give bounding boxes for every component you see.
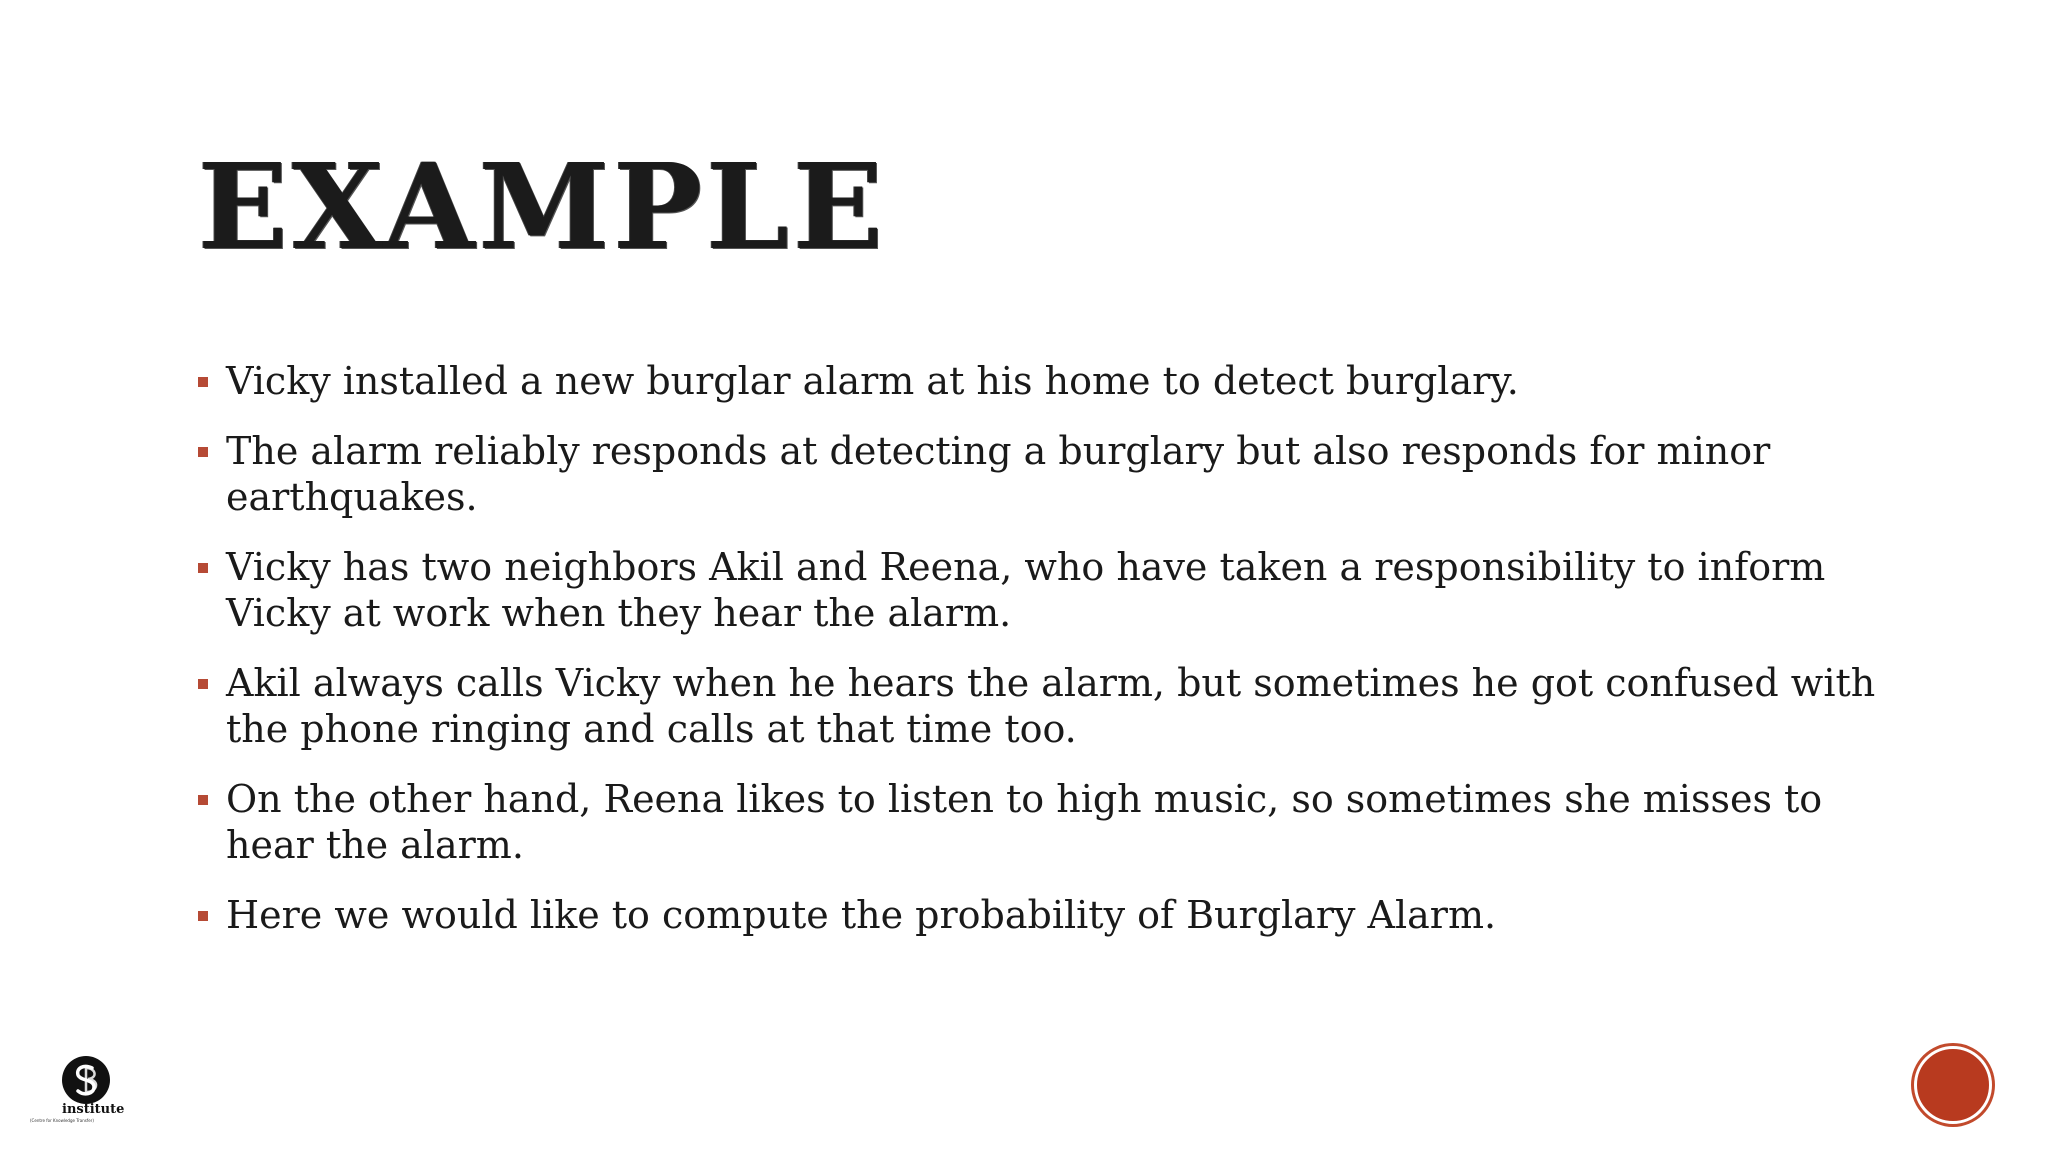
- bullet-square-icon: [198, 563, 208, 573]
- bullet-list: [196, 358, 1886, 962]
- next-slide-button[interactable]: [1914, 1046, 1992, 1124]
- bullet-item: [196, 660, 1886, 752]
- bullet-text: Akil always calls Vicky when he hears the alarm, but sometimes he got confused with the phone ringing and calls at that time too.: [226, 661, 1876, 751]
- bullet-item: [196, 544, 1886, 636]
- bullet-text: Vicky has two neighbors Akil and Reena, who have taken a responsibility to inform Vicky at work when they hear the alarm.: [226, 545, 1826, 635]
- institute-logo: [28, 1052, 148, 1127]
- bullet-item: [196, 776, 1886, 868]
- bullet-square-icon: [198, 795, 208, 805]
- bullet-square-icon: [198, 447, 208, 457]
- bullet-item: [196, 428, 1886, 520]
- sb-logo-icon: [62, 1056, 110, 1104]
- bullet-text: On the other hand, Reena likes to listen to high music, so sometimes she misses to hear the alarm.: [226, 777, 1823, 867]
- bullet-text: Vicky installed a new burglar alarm at his home to detect burglary.: [226, 359, 1519, 403]
- bullet-square-icon: [198, 911, 208, 921]
- bullet-item: [196, 892, 1886, 938]
- bullet-square-icon: [198, 679, 208, 689]
- bullet-item: [196, 358, 1886, 404]
- logo-text: institute: [62, 1102, 125, 1117]
- bullet-text: Here we would like to compute the probability of Burglary Alarm.: [226, 893, 1497, 937]
- slide-title: EXAMPLE: [198, 137, 888, 276]
- logo-subtext: (Centre for Knowledge Transfer): [30, 1118, 94, 1123]
- bullet-text: The alarm reliably responds at detecting a burglary but also responds for minor earthquakes.: [226, 429, 1771, 519]
- bullet-square-icon: [198, 377, 208, 387]
